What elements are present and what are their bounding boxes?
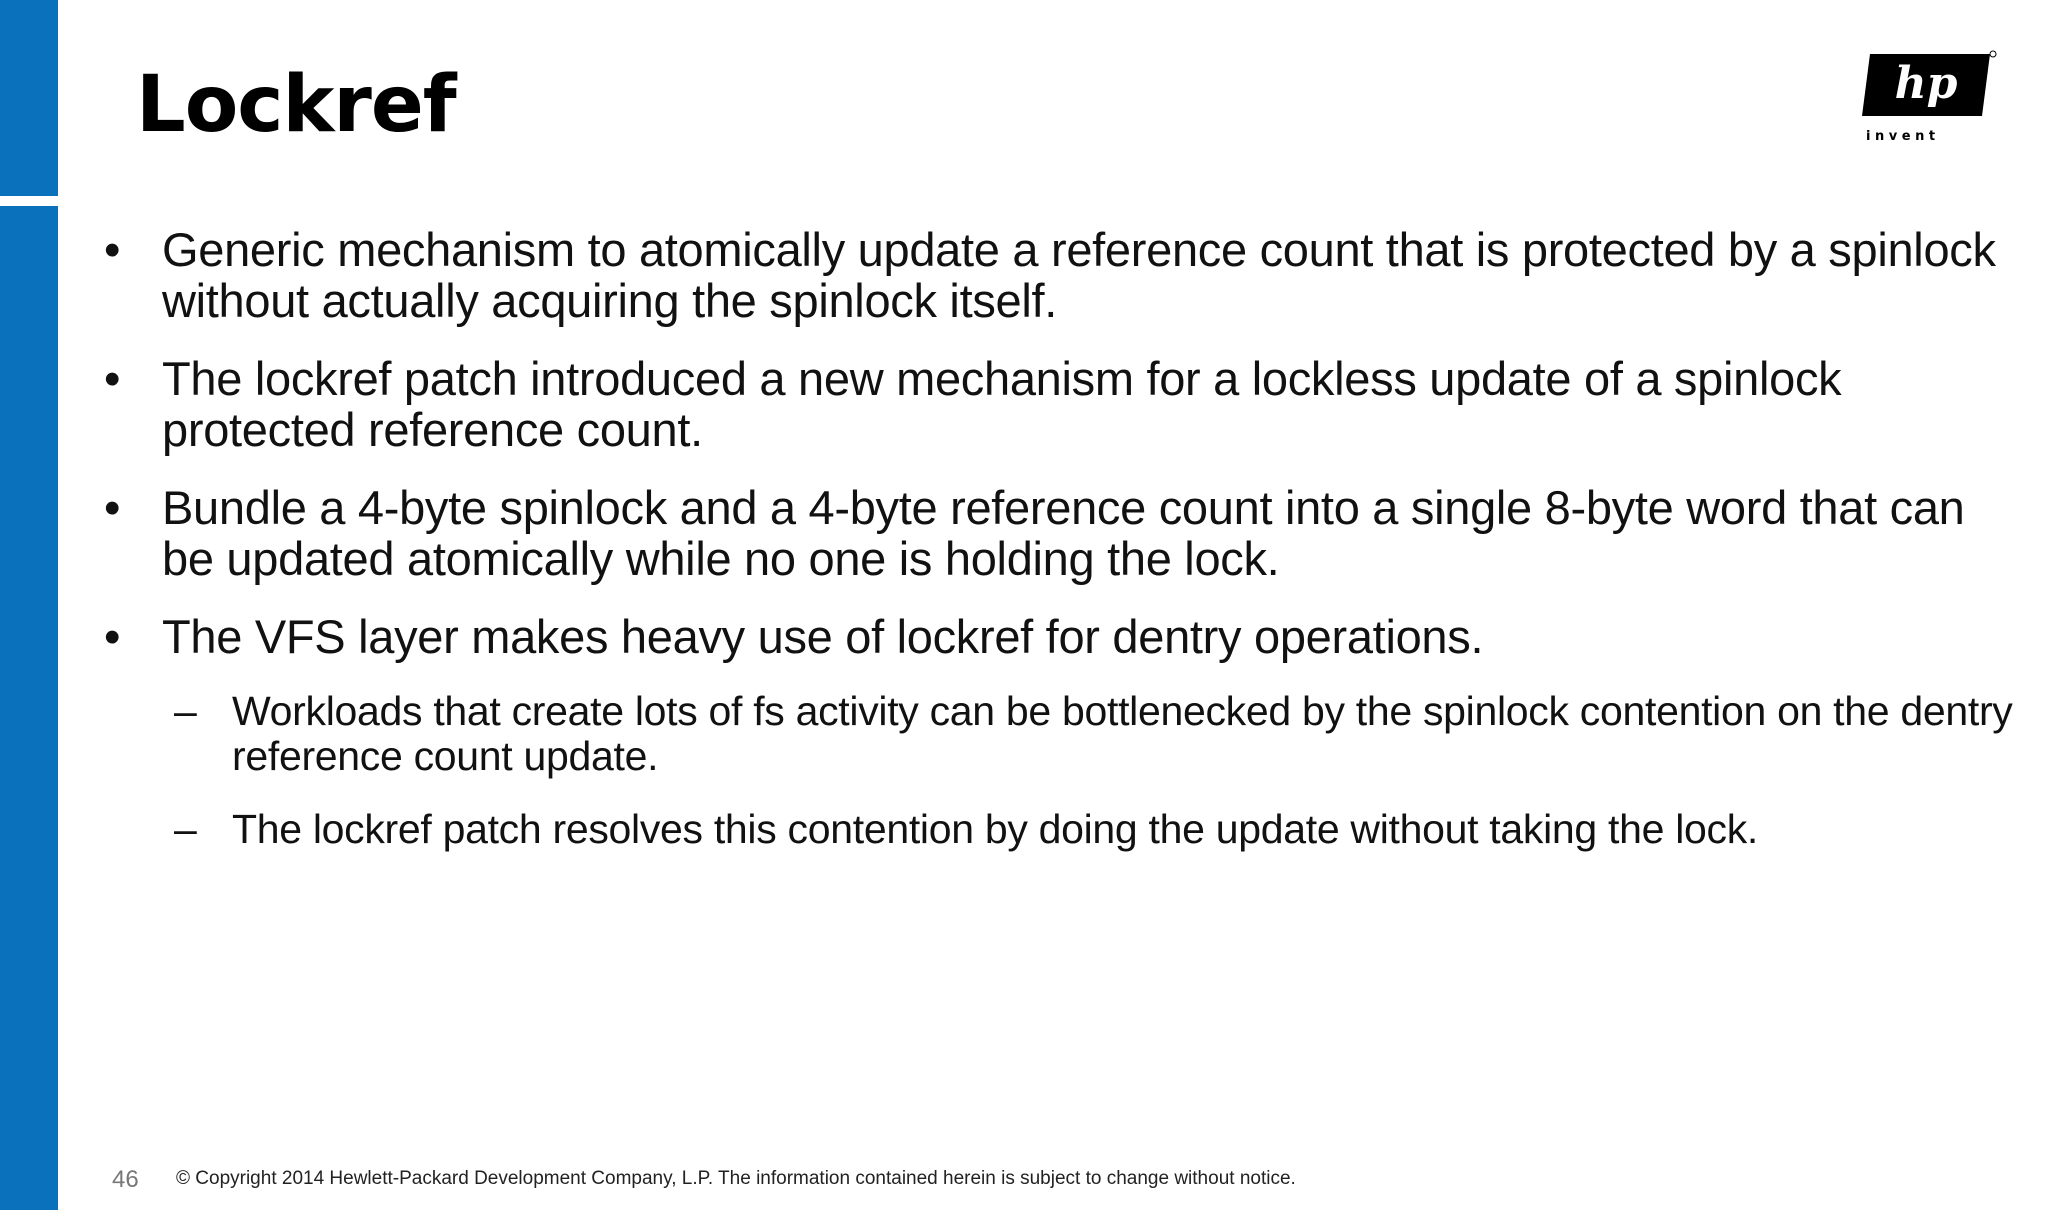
side-accent-bar-bottom xyxy=(0,206,58,1210)
bullet-text: Bundle a 4-byte spinlock and a 4-byte reference count into a single 8-byte word that can be updated atomically while no one is holding the lock. xyxy=(162,481,1965,585)
bullet-text: The VFS layer makes heavy use of lockref for dentry operations. xyxy=(162,610,1484,663)
bullet-marker: • xyxy=(104,481,121,534)
slide-body xyxy=(100,224,2020,880)
side-accent-bar-top xyxy=(0,0,58,196)
sub-bullet-marker: – xyxy=(174,688,197,734)
sub-bullet-text: The lockref patch resolves this contention by doing the update without taking the lock. xyxy=(232,806,1758,852)
hp-logo-icon xyxy=(1858,48,1998,148)
slide-title: Lockref xyxy=(136,60,456,150)
sub-bullet-text: Workloads that create lots of fs activity can be bottlenecked by the spinlock contention on the dentry reference count update. xyxy=(232,688,2013,779)
sub-bullet-marker: – xyxy=(174,806,197,852)
bullet-item xyxy=(100,224,2020,326)
hp-logo-tagline: i n v e n t xyxy=(1866,129,1936,144)
page-number: 46 xyxy=(112,1166,139,1193)
bullet-item xyxy=(100,482,2020,584)
copyright-notice: © Copyright 2014 Hewlett-Packard Development Company, L.P. The information contained herein is subject to change without notice. xyxy=(176,1168,1296,1189)
hp-logo-mark: hp xyxy=(1894,58,1958,109)
bullet-marker: • xyxy=(104,223,121,276)
bullet-item xyxy=(100,611,2020,662)
sub-bullet-item xyxy=(100,689,2020,779)
bullet-marker: • xyxy=(104,610,121,663)
sub-bullet-item xyxy=(100,807,2020,852)
bullet-item xyxy=(100,353,2020,455)
bullet-marker: • xyxy=(104,352,121,405)
bullet-text: The lockref patch introduced a new mechanism for a lockless update of a spinlock protected reference count. xyxy=(162,352,1842,456)
bullet-text: Generic mechanism to atomically update a reference count that is protected by a spinlock without actually acquiring the spinlock itself. xyxy=(162,223,1996,327)
